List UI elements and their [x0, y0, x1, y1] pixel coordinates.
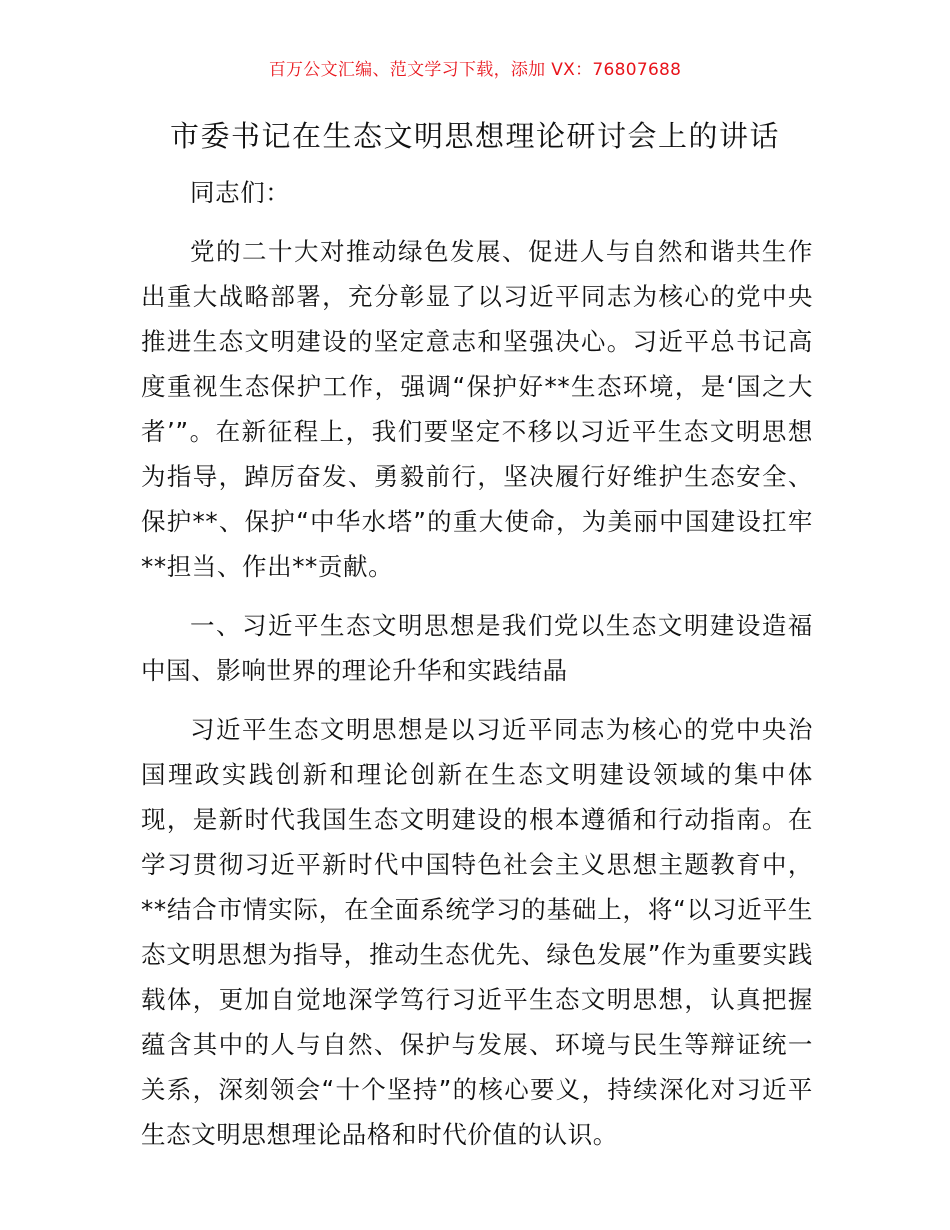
paragraph-section-1: 习近平生态文明思想是以习近平同志为核心的党中央治国理政实践创新和理论创新在生态文明建设领域的集中体现，是新时代我国生态文明建设的根本遵循和行动指南。在学习贯彻习近平新时代中国特色社会主义思想主题教育中，**结合市情实际，在全面系统学习的基础上，将“以习近平生态文明思想为指导，推动生态优先、绿色发展”作为重要实践载体，更加自觉地深学笃行习近平生态文明思想，认真把握蕴含其中的人与自然、保护与发展、环境与民生等辩证统一关系，深刻领会“十个坚持”的核心要义，持续深化对习近平生态文明思想理论品格和时代价值的认识。 [141, 715, 813, 1149]
section-heading-1: 一、习近平生态文明思想是我们党以生态文明建设造福中国、影响世界的理论升华和实践结晶 [141, 611, 813, 685]
watermark-banner: 百万公文汇编、范文学习下载，添加 VX：76807688 [268, 60, 682, 80]
document-body [141, 170, 813, 1171]
paragraph-intro: 党的二十大对推动绿色发展、促进人与自然和谐共生作出重大战略部署，充分彰显了以习近平同志为核心的党中央推进生态文明建设的坚定意志和坚强决心。习近平总书记高度重视生态保护工作，强调“保护好**生态环境，是‘国之大者’”。在新征程上，我们要坚定不移以习近平生态文明思想为指导，踔厉奋发、勇毅前行，坚决履行好维护生态安全、保护**、保护“中华水塔”的重大使命，为美丽中国建设扛牢**担当、作出**贡献。 [141, 237, 813, 581]
document-title: 市委书记在生态文明思想理论研讨会上的讲话 [169, 119, 780, 153]
salutation: 同志们： [190, 178, 291, 207]
